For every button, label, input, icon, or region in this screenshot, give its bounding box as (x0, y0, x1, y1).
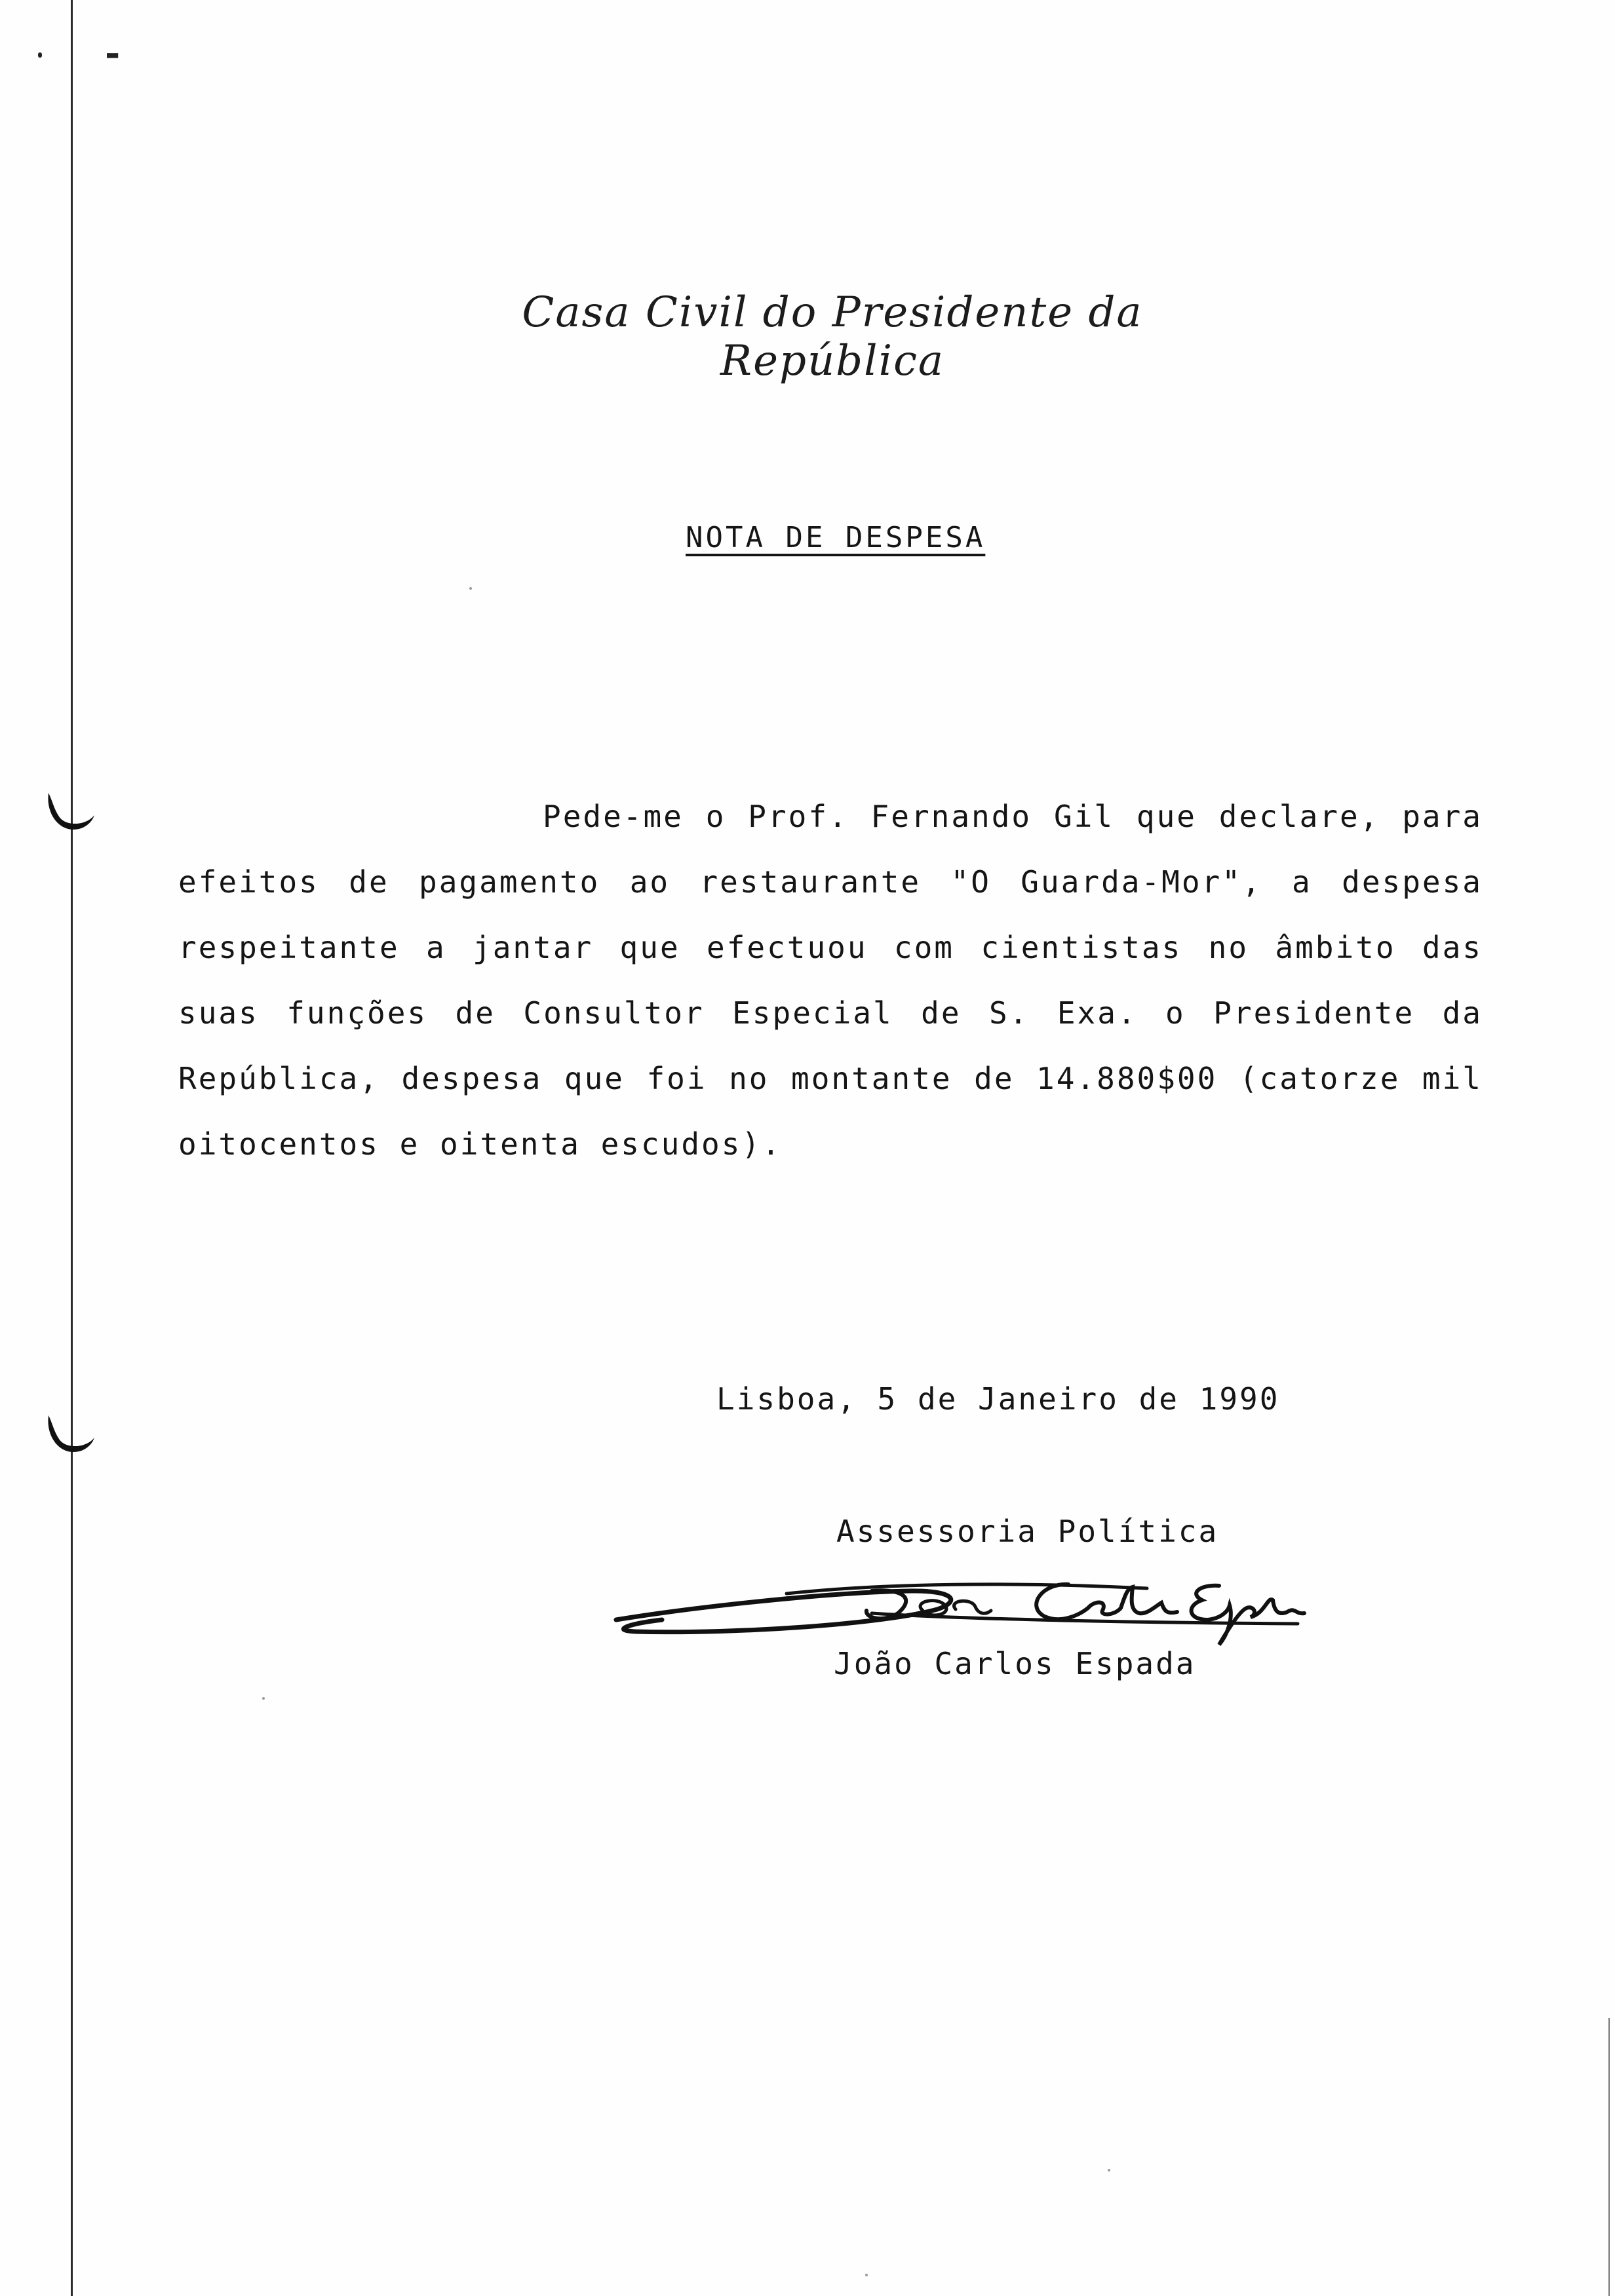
office-name: Assessoria Política (836, 1514, 1219, 1549)
scan-speck (469, 587, 472, 590)
body-paragraph: Pede-me o Prof. Fernando Gil que declare, para efeitos de pagamento ao restaurante "O Guarda-Mor", a despesa respeitante a jantar que efectuou com cientistas no âmbito das suas funções de Consultor Especial de S. Exa. o Presidente da República, despesa que foi no montante de 14.880$00 (catorze mil oitocentos e oitenta escudos). (178, 799, 1483, 1162)
place-date: Lisboa, 5 de Janeiro de 1990 (716, 1381, 1280, 1417)
punch-hole-bottom (43, 1409, 96, 1461)
scan-speck (865, 2274, 868, 2276)
punch-hole-top (43, 786, 96, 839)
scan-corner-mark: - (105, 31, 121, 75)
signer-name: João Carlos Espada (834, 1646, 1196, 1681)
scan-edge-line (1608, 2018, 1610, 2296)
handwritten-signature (610, 1550, 1317, 1649)
scan-speck (1108, 2169, 1110, 2172)
document-title: NOTA DE DESPESA (686, 521, 986, 554)
scan-speck (38, 52, 42, 58)
letterhead: Casa Civil do Presidente da República (522, 288, 1143, 385)
scan-margin-line (71, 0, 73, 2296)
scan-speck (262, 1697, 265, 1700)
